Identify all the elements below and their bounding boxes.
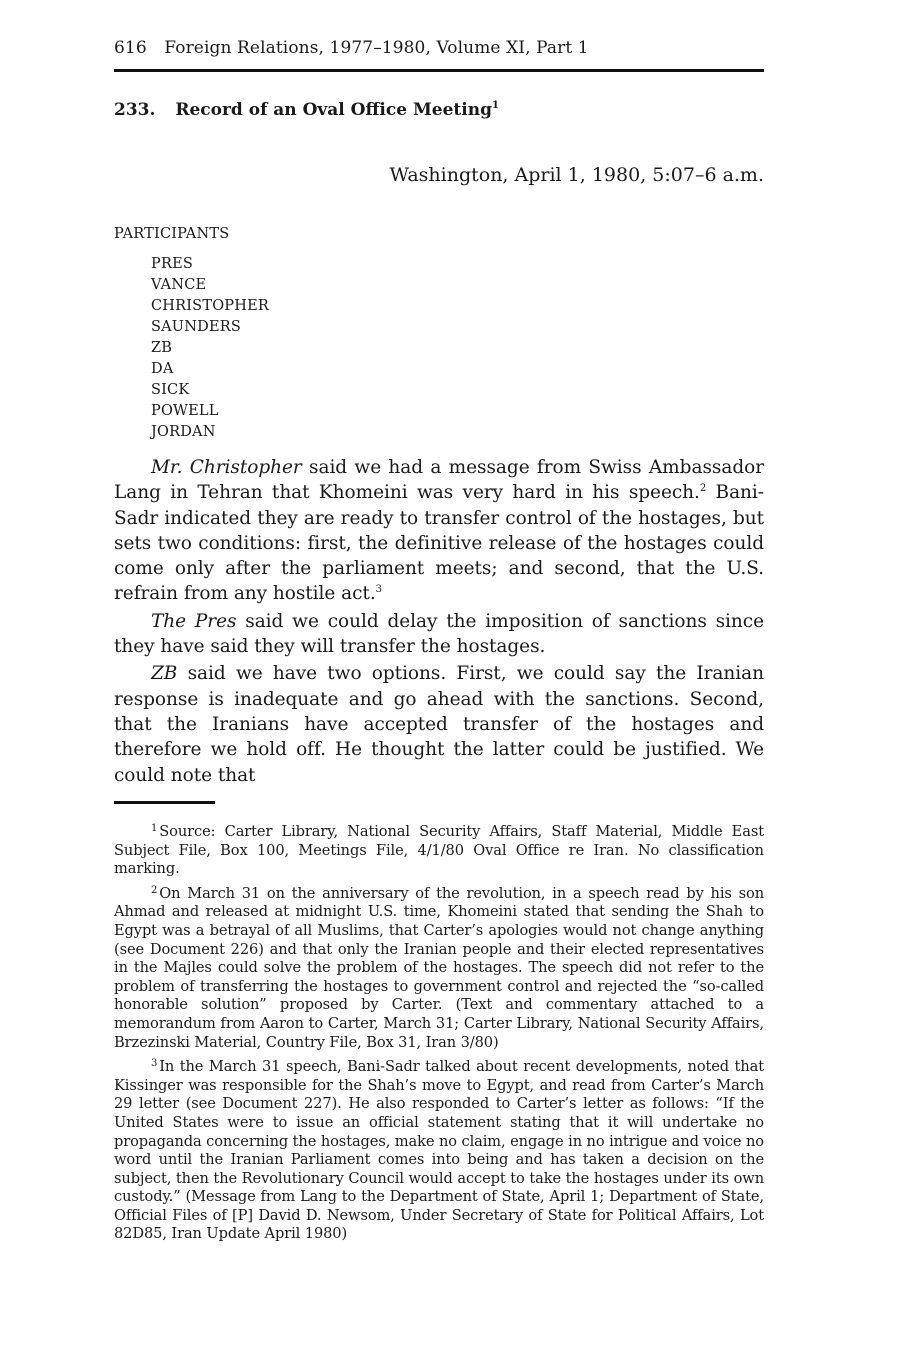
footnote-text: In the March 31 speech, Bani-Sadr talked about recent developments, noted that Kissinger was responsible for the Shah’s move to Egypt, and read from Carter’s March 29 letter (see Document 227). He also responded to Carter’s letter as follows: “If the United States were to issue an official statement stating that it will undertake no propaganda concerning the hostages, make no claim, engage in no intrigue and voice no word until the Iranian Parliament comes into being and has taken a decision on the subject, then the Revolutionary Council would accept to take the hostages under its own custody.” (Message from Lang to the Department of State, April 1; Department of State, Official Files of [P] David D. Newsom, Under Secretary of State for Political Affairs, Lot 82D85, Iran Update April 1980) [114,1058,764,1243]
paragraph [114,455,764,607]
running-head [114,38,764,58]
footnote-ref-3[interactable]: 3 [375,584,382,596]
footnote [114,820,764,879]
participant: SAUNDERS [151,319,241,335]
document-number: 233. [114,100,156,120]
footnotes [114,820,764,1247]
dateline: Washington, April 1, 1980, 5:07–6 a.m. [389,164,764,186]
footnote [114,1055,764,1244]
paragraph-text: Bani-Sadr indicated they are ready to transfer control of the hostages, but sets two conditions: first, the definitive release of the hostages could come only after the parliament meets; and second, that the U.S. refrain from any hostile act. [114,482,764,605]
header-rule [114,69,764,72]
speaker: The Pres [151,610,237,632]
footnote-ref-2[interactable]: 2 [699,483,707,495]
footnote-number: 3 [151,1058,158,1070]
participant: DA [151,361,174,377]
footnote [114,882,764,1052]
participant: JORDAN [151,424,216,440]
page-number: 616 [114,38,147,58]
body-text [114,455,764,790]
speaker: Mr. Christopher [151,457,302,478]
paragraph [114,661,764,787]
footnote-text: On March 31 on the anniversary of the revolution, in a speech read by his son Ahmad and released at midnight U.S. time, Khomeini stated that sending the Shah to Egypt was a betrayal of all Muslims, that Carter’s apologies would not change anything (see Document 226) and that only the Iranian people and their elected representatives in the Majles could solve the problem of the hostages. The speech did not refer to the problem of transferring the hostages to government control and rejected the “so-called honorable solution” proposed by Carter. (Text and commentary attached to a memorandum from Aaron to Carter, March 31; Carter Library, National Security Affairs, Brzezinski Material, Country File, Box 31, Iran 3/80) [114,884,764,1051]
footnote-rule [114,801,215,804]
participant: CHRISTOPHER [151,298,269,314]
paragraph-text: said we could delay the imposition of sanctions since they have said they will transfer the hostages. [114,610,764,658]
volume-title: Foreign Relations, 1977–1980, Volume XI, Part 1 [164,38,589,58]
participant: VANCE [151,277,207,293]
document-title: Record of an Oval Office Meeting [175,100,492,120]
document-heading [114,100,499,120]
speaker: ZB [151,663,178,685]
participant: SICK [151,382,190,398]
paragraph-text: said we had a message from Swiss Ambassador Lang in Tehran that Khomeini was very hard in his speech. [114,457,764,504]
footnote-number: 1 [151,823,158,834]
paragraph-text: said we have two options. First, we could say the Iranian response is inadequate and go ahead with the sanctions. Second, that the Iranians have accepted transfer of the hostages and therefore we hold off. He thought the latter could be justified. We could note that [114,663,764,786]
participant: POWELL [151,403,219,419]
paragraph [114,609,764,660]
footnote-text: Source: Carter Library, National Security Affairs, Staff Material, Middle East Subject File, Box 100, Meetings File, 4/1/80 Oval Office re Iran. No classification marking. [114,823,764,878]
participant: PRES [151,256,193,272]
participant: ZB [151,340,173,356]
participants-label: PARTICIPANTS [114,226,230,242]
footnote-number: 2 [151,884,158,896]
footnote-ref-1[interactable]: 1 [491,100,499,111]
participants-list [151,254,269,443]
